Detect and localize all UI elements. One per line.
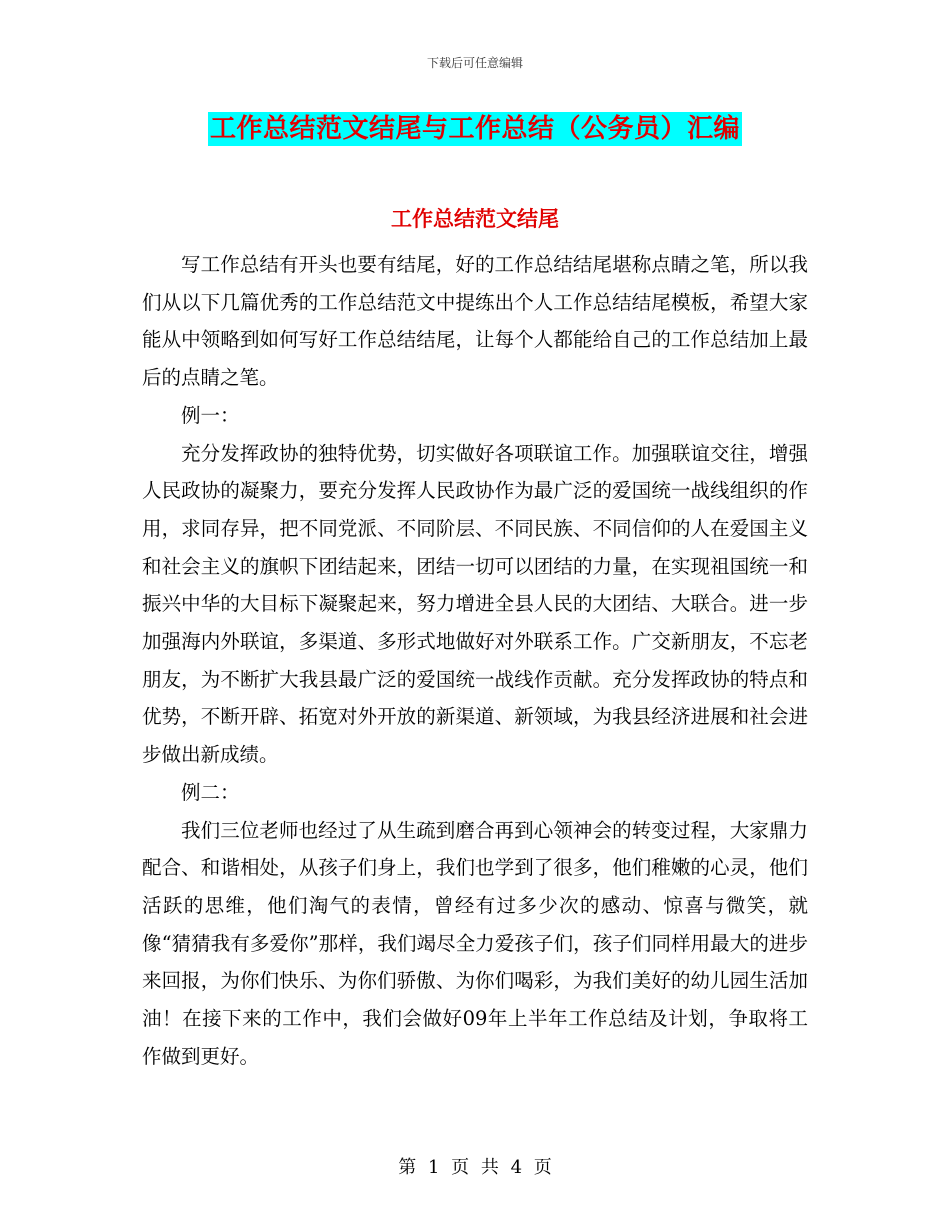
- document-body: [142, 246, 808, 1075]
- main-title-container: [0, 112, 950, 146]
- paragraph-example-one: 充分发挥政协的独特优势，切实做好各项联谊工作。加强联谊交往，增强人民政协的凝聚力，要充分发挥人民政协作为最广泛的爱国统一战线组织的作用，求同存异，把不同党派、不同阶层、不同民族、不同信仰的人在爱国主义和社会主义的旗帜下团结起来，团结一切可以团结的力量，在实现祖国统一和振兴中华的大目标下凝聚起来，努力增进全县人民的大团结、大联合。进一步加强海内外联谊，多渠道、多形式地做好对外联系工作。广交新朋友，不忘老朋友，为不断扩大我县最广泛的爱国统一战线作贡献。充分发挥政协的特点和优势，不断开辟、拓宽对外开放的新渠道、新领域，为我县经济进展和社会进步做出新成绩。: [142, 441, 808, 767]
- page-indicator: 第 1 页 共 4 页: [398, 1157, 552, 1178]
- header-note: 下载后可任意编辑: [426, 56, 523, 70]
- paragraph-intro: 写工作总结有开头也要有结尾，好的工作总结结尾堪称点睛之笔，所以我们从以下几篇优秀的工作总结范文中提练出个人工作总结结尾模板，希望大家能从中领略到如何写好工作总结结尾，让每个人都能给自己的工作总结加上最后的点睛之笔。: [142, 253, 808, 390]
- section-title: 工作总结范文结尾: [391, 206, 559, 231]
- example-two-label: 例二：: [181, 780, 240, 804]
- document-main-title: 工作总结范文结尾与工作总结（公务员）汇编: [209, 114, 740, 144]
- example-one-label: 例一：: [181, 403, 240, 427]
- paragraph-example-two: 我们三位老师也经过了从生疏到磨合再到心领神会的转变过程，大家鼎力配合、和谐相处，从孩子们身上，我们也学到了很多，他们稚嫩的心灵，他们活跃的思维，他们淘气的表情，曾经有过多少次的感动、惊喜与微笑，就像“猜猜我有多爱你”那样，我们竭尽全力爱孩子们，孩子们同样用最大的进步来回报，为你们快乐、为你们骄傲、为你们喝彩，为我们美好的幼儿园生活加油！在接下来的工作中，我们会做好09年上半年工作总结及计划，争取将工作做到更好。: [142, 818, 808, 1068]
